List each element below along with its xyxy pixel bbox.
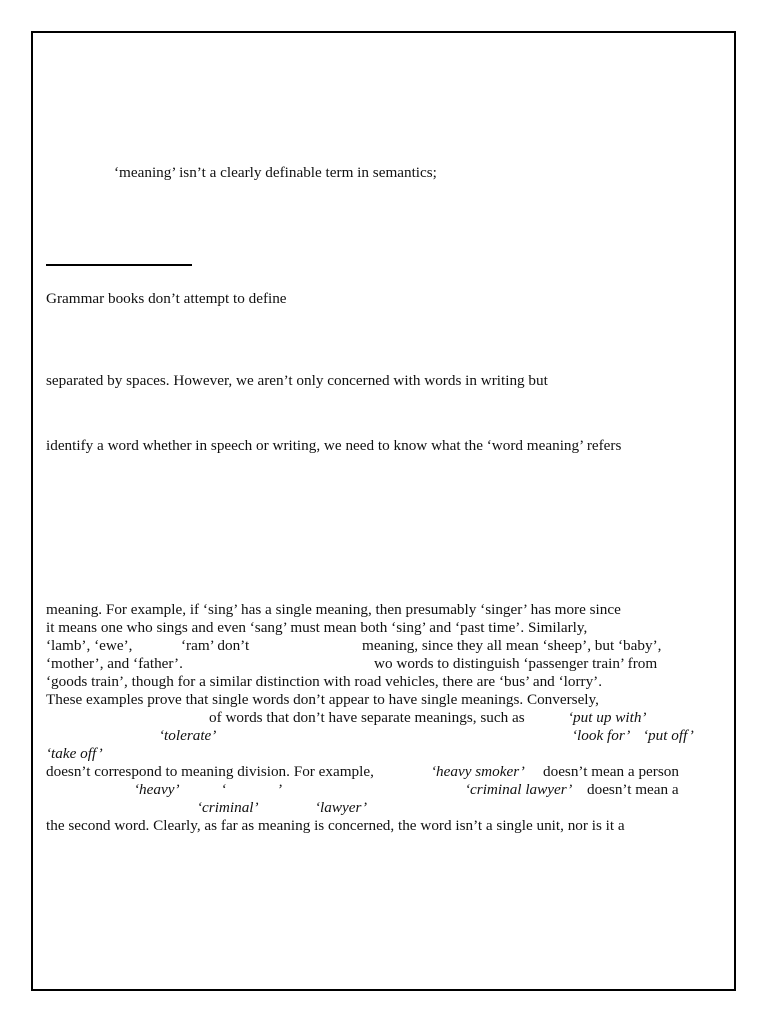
body-line-5: the second word. Clearly, as far as meaning is concerned, the word isn’t a single unit, nor is it a (46, 817, 625, 834)
text-fragment: meaning, since they all mean ‘sheep’, but ‘baby’, (362, 637, 662, 654)
footnote-divider (46, 264, 192, 266)
italic-example: ‘ (221, 781, 227, 798)
text-fragment: of words that don’t have separate meanings, such as (209, 709, 525, 726)
body-line-4: doesn’t correspond to meaning division. For example, (46, 763, 374, 780)
italic-example: ‘look for’ (572, 727, 631, 744)
heading-line: ‘meaning’ isn’t a clearly definable term in semantics; (114, 164, 437, 181)
footnote-line-3: identify a word whether in speech or writing, we need to know what the ‘word meaning’ refers (46, 437, 622, 454)
italic-example: ‘take off’ (46, 745, 103, 762)
italic-example: ’ (277, 781, 283, 798)
italic-example: ‘heavy smoker’ (431, 763, 525, 780)
text-fragment: ‘goods train’, though for a similar distinction with road vehicles, there are ‘bus’ and ‘lorry’. (46, 673, 603, 690)
italic-example: ‘put off’ (643, 727, 694, 744)
italic-example: ‘criminal lawyer’ (465, 781, 573, 798)
text-fragment: ‘ram’ don’t (181, 637, 250, 654)
italic-example: ‘criminal’ (197, 799, 259, 816)
text-fragment: wo words to distinguish ‘passenger train’ from (374, 655, 658, 672)
body-line-1: meaning. For example, if ‘sing’ has a single meaning, then presumably ‘singer’ has more since (46, 601, 621, 618)
italic-example: ‘tolerate’ (159, 727, 217, 744)
text-fragment: ‘mother’, and ‘father’. (46, 655, 183, 672)
text-fragment: ‘lamb’, ‘ewe’, (46, 637, 133, 654)
italic-example: ‘put up with’ (568, 709, 647, 726)
text-fragment: doesn’t mean a person (543, 763, 679, 780)
italic-example: ‘lawyer’ (315, 799, 368, 816)
italic-example: ‘heavy’ (134, 781, 180, 798)
text-fragment: doesn’t mean a (587, 781, 679, 798)
body-line-2: it means one who sings and even ‘sang’ must mean both ‘sing’ and ‘past time’. Similarly, (46, 619, 588, 636)
footnote-line-1: Grammar books don’t attempt to define (46, 290, 287, 307)
body-line-3: These examples prove that single words don’t appear to have single meanings. Conversely, (46, 691, 599, 708)
footnote-line-2: separated by spaces. However, we aren’t only concerned with words in writing but (46, 372, 548, 389)
